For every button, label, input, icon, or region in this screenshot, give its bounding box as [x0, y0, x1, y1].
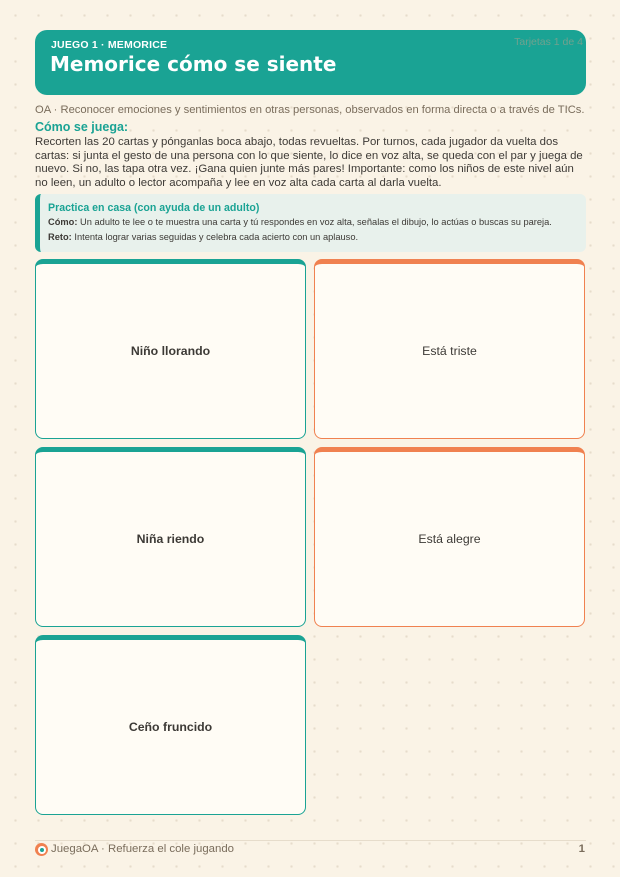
card-label: Está triste — [422, 344, 477, 358]
logo-ring — [38, 846, 46, 854]
memory-card-gesture — [35, 635, 306, 815]
memory-card-feeling — [314, 259, 585, 439]
practice-box — [35, 194, 586, 252]
practice-challenge-label: Reto: — [48, 232, 72, 242]
page-number: 1 — [578, 843, 585, 855]
target-logo-icon — [35, 843, 48, 856]
memory-card-feeling — [314, 447, 585, 627]
learning-objective: OA · Reconocer emociones y sentimientos en otras personas, observados en forma directa o a través de TICs. — [35, 104, 585, 116]
card-label: Está alegre — [418, 532, 481, 546]
faint-page-tag: Tarjetas 1 de 4 — [514, 36, 583, 48]
page-title: Memorice cómo se siente — [50, 52, 337, 76]
practice-how-label: Cómo: — [48, 217, 78, 227]
card-label: Niña riendo — [136, 532, 205, 546]
practice-how — [48, 217, 552, 227]
footer-brand: JuegaOA · Refuerza el cole jugando — [51, 843, 235, 855]
header-banner — [35, 30, 586, 95]
card-label: Niño llorando — [130, 344, 211, 358]
logo-dot — [40, 848, 44, 852]
memory-card-gesture — [35, 259, 306, 439]
game-kicker: JUEGO 1 · MEMORICE — [51, 39, 168, 51]
instructions-heading: Cómo se juega: — [35, 120, 129, 134]
footer-divider — [35, 840, 586, 841]
practice-challenge-text: Intenta lograr varias seguidas y celebra cada acierto con un aplauso. — [74, 232, 359, 242]
practice-how-text: Un adulto te lee o te muestra una carta y tú respondes en voz alta, señalas el dibujo, lo actúas o buscas su pareja. — [80, 217, 552, 227]
practice-challenge — [48, 232, 358, 242]
memory-card-gesture — [35, 447, 306, 627]
card-label: Ceño fruncido — [128, 720, 213, 734]
instructions-text: Recorten las 20 cartas y pónganlas boca abajo, todas revueltas. Por turnos, cada jugador da vuelta dos cartas: si junta el gesto de una persona con lo que siente, lo dice en voz alta, se queda con el par y juega de nuevo. Si no, las tapa otra vez. ¡Gana quien junte más pares! Importante: como los niños de este nivel aún no leen, un adulto o lector acompaña y lee en voz alta cada carta al darla vuelta. — [35, 136, 583, 189]
practice-title: Practica en casa (con ayuda de un adulto) — [48, 202, 260, 214]
